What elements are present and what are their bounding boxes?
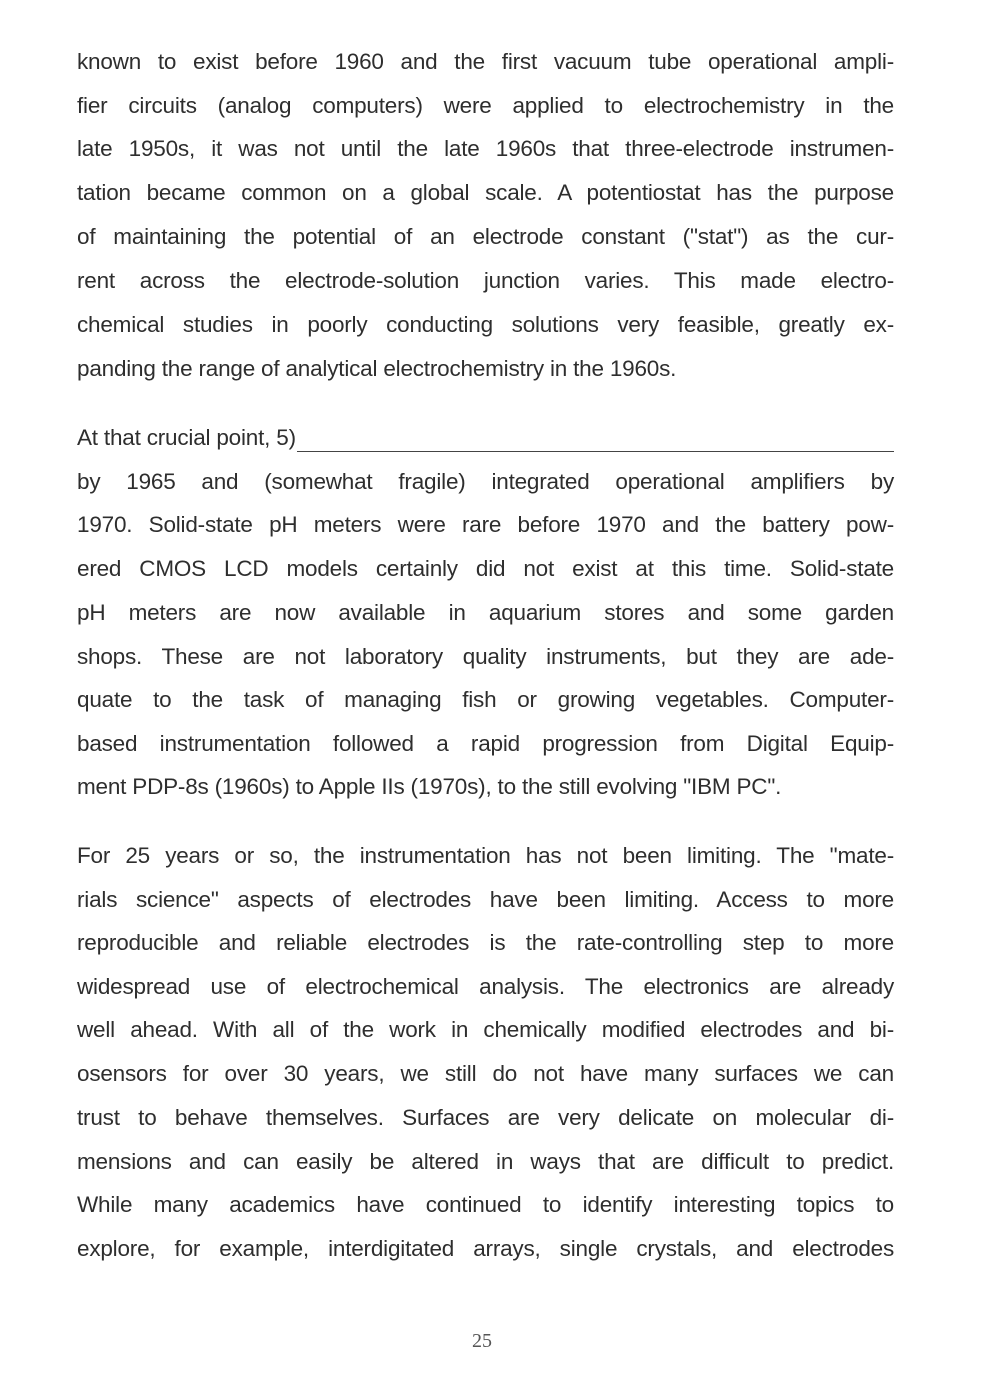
text-line: well ahead. With all of the work in chemically modified electrodes and bi- xyxy=(77,1017,894,1042)
text-line: rent across the electrode-solution junction varies. This made electro- xyxy=(77,268,894,293)
text-line: by 1965 and (somewhat fragile) integrated operational amplifiers by xyxy=(77,469,894,494)
text-line: quate to the task of managing fish or growing vegetables. Computer- xyxy=(77,687,894,712)
text-line: explore, for example, interdigitated arrays, single crystals, and electrodes xyxy=(77,1236,894,1261)
text-line: widespread use of electrochemical analysis. The electronics are already xyxy=(77,974,894,999)
text-line: rials science" aspects of electrodes have been limiting. Access to more xyxy=(77,887,894,912)
text-line: tation became common on a global scale. A potentiostat has the purpose xyxy=(77,180,894,205)
text-line: For 25 years or so, the instrumentation has not been limiting. The "mate- xyxy=(77,843,894,868)
text-line: chemical studies in poorly conducting solutions very feasible, greatly ex- xyxy=(77,312,894,337)
text-line: of maintaining the potential of an electrode constant ("stat") as the cur- xyxy=(77,224,894,249)
text-line: While many academics have continued to identify interesting topics to xyxy=(77,1192,894,1217)
text-line: based instrumentation followed a rapid progression from Digital Equip- xyxy=(77,731,894,756)
text-line: shops. These are not laboratory quality instruments, but they are ade- xyxy=(77,644,894,669)
text-line: ment PDP-8s (1960s) to Apple IIs (1970s), to the still evolving "IBM PC". xyxy=(77,774,782,799)
fill-in-blank-5[interactable] xyxy=(297,431,894,452)
text-line: 1970. Solid-state pH meters were rare before 1970 and the battery pow- xyxy=(77,512,894,537)
text-line: known to exist before 1960 and the first vacuum tube operational ampli- xyxy=(77,49,894,74)
blank-line xyxy=(77,424,894,452)
text-line: panding the range of analytical electrochemistry in the 1960s. xyxy=(77,356,677,381)
text-line: fier circuits (analog computers) were applied to electrochemistry in the xyxy=(77,93,894,118)
text-line: reproducible and reliable electrodes is the rate-controlling step to more xyxy=(77,930,894,955)
text-line: late 1950s, it was not until the late 1960s that three-electrode instrumen- xyxy=(77,136,894,161)
text-line: osensors for over 30 years, we still do not have many surfaces we can xyxy=(77,1061,894,1086)
text-line: pH meters are now available in aquarium stores and some garden xyxy=(77,600,894,625)
text-line: mensions and can easily be altered in ways that are difficult to predict. xyxy=(77,1149,894,1174)
blank-prefix-text: At that crucial point, 5) xyxy=(77,425,296,450)
page-number: 25 xyxy=(472,1330,492,1352)
text-line: trust to behave themselves. Surfaces are very delicate on molecular di- xyxy=(77,1105,894,1130)
text-line: ered CMOS LCD models certainly did not exist at this time. Solid-state xyxy=(77,556,894,581)
